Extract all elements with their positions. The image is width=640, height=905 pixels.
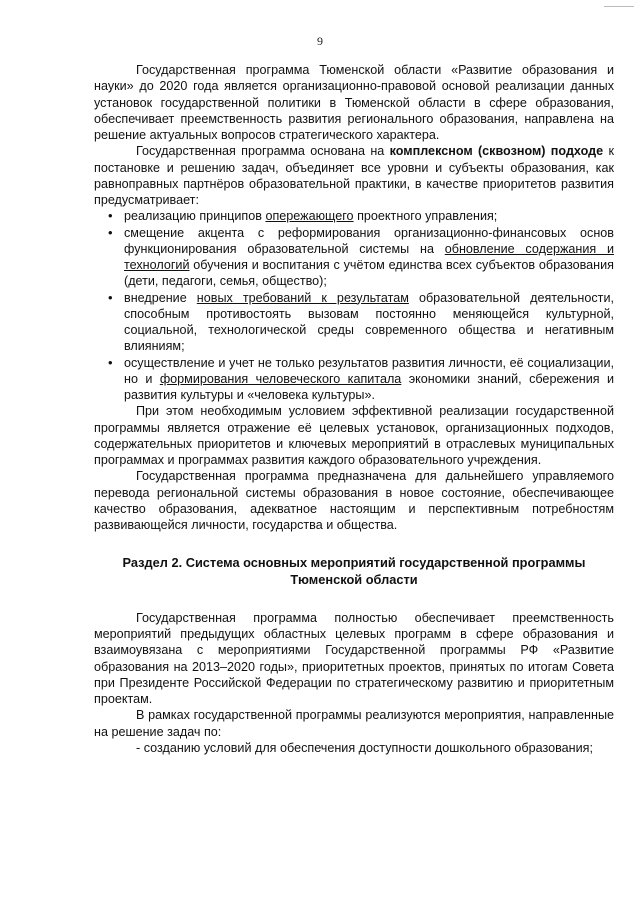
top-rule xyxy=(604,6,634,7)
paragraph-5: Государственная программа полностью обеспечивает преемственность мероприятий предыдущих областных целевых программ в сфере образования и взаимоувязана с мероприятиями Государственной программы РФ «Развитие образования на 2013–2020 годы», приоритетных проектов, принятых по итогам Совета при Президенте Российской Федерации по стратегическому развитию и приоритетным проектам. xyxy=(94,610,614,706)
paragraph-2-bold: комплексном (сквозном) подходе xyxy=(389,144,604,159)
paragraph-6: В рамках государственной программы реализуются мероприятия, направленные на решение задач по: xyxy=(94,708,614,739)
paragraph-3: При этом необходимым условием эффективной реализации государственной программы является отражение её целевых установок, организационных подходов, содержательных приоритетов и ключевых мероприятий в отраслевых муниципальных программах и программах развития каждого образовательного учреждения. xyxy=(94,404,614,467)
page-number: 9 xyxy=(317,34,323,48)
paragraph-2 xyxy=(94,143,614,208)
list-item: • смещение акцента с реформирования организационно-финансовых основ функционирования образовательной системы на обновление содержания и технологий обучения и воспитания с учётом единства всех субъектов образования (дети, педагоги, семья, общество); xyxy=(94,225,614,290)
document-body xyxy=(94,62,614,756)
paragraph-1: Государственная программа Тюменской области «Развитие образования и науки» до 2020 года является организационно-правовой основой реализации данных установок государственной политики в Тюменской области в сфере образования, обеспечивает преемственность развития регионального образования, направлена на решение актуальных вопросов стратегического характера. xyxy=(94,63,614,142)
paragraph-4: Государственная программа предназначена для дальнейшего управляемого перевода региональной системы образования в новое состояние, обеспечивающее качество образования, адекватное настоящим и перспективным потребностям развивающейся личности, государства и общества. xyxy=(94,469,614,532)
paragraph-2-text: Государственная программа основана на xyxy=(136,144,390,159)
list-item: • внедрение новых требований к результатам образовательной деятельности, способным противостоять вызовам постоянно меняющейся культурной, социальной, технологической среды современного общества и негативным влияниям; xyxy=(94,290,614,355)
list-item: • осуществление и учет не только результатов развития личности, её социализации, но и формирования человеческого капитала экономики знаний, сбережения и развития культуры и «человека культуры». xyxy=(94,355,614,404)
paragraph-2-text-end: к постановке и решению задач, объединяет все уровни и субъекты образования, как равноправных партнёров образовательной практики, в качестве приоритетов развития предусматривает: xyxy=(94,144,614,207)
task-item: - созданию условий для обеспечения доступности дошкольного образования; xyxy=(136,740,593,755)
list-item: • реализацию принципов опережающего проектного управления; xyxy=(94,208,614,224)
priority-list xyxy=(94,208,614,403)
section-heading: Раздел 2. Система основных мероприятий государственной программы Тюменской области xyxy=(122,555,586,587)
